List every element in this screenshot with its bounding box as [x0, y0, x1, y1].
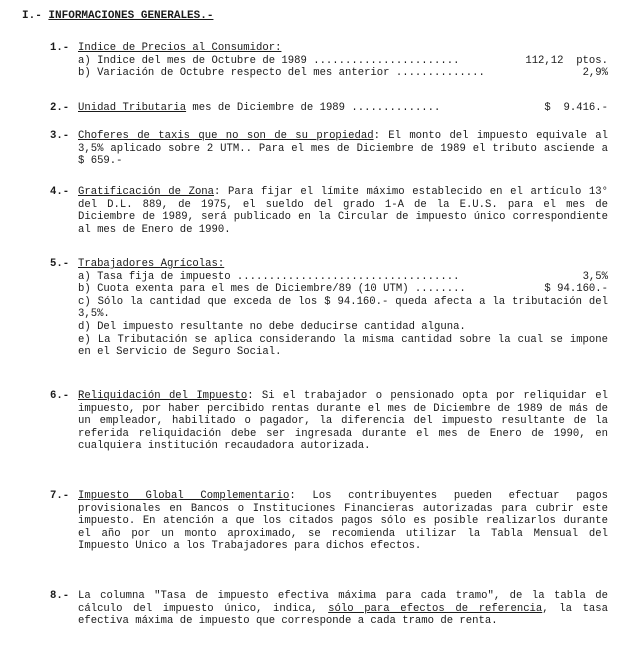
section-6-number: 6.-: [50, 390, 70, 402]
section-3-number: 3.-: [50, 130, 70, 142]
section-2-title: Unidad Tributaria: [78, 102, 187, 114]
section-3-text: : El monto del impuesto equivale al 3,5% aplicado sobre 2 UTM.. Para el mes de Diciembre de 1989 el tributo asciende a $ 659.-: [78, 130, 608, 168]
item-b-value: 2,9%: [582, 67, 608, 80]
section-5-number: 5.-: [50, 258, 70, 270]
section-5: [50, 258, 610, 359]
section-8-emphasis: sólo para efectos de referencia: [328, 602, 543, 615]
section-1-number: 1.-: [50, 42, 70, 54]
section-7: [50, 490, 610, 553]
section-5-item-b: [78, 283, 608, 296]
section-1-title: Indice de Precios al Consumidor:: [78, 42, 282, 54]
section-3-title: Choferes de taxis que no son de su propiedad: [78, 130, 374, 142]
section-4-title: Gratificación de Zona: [78, 186, 215, 198]
section-5-title: Trabajadores Agrícolas:: [78, 258, 225, 270]
item-b-value: $ 94.160.-: [544, 283, 608, 296]
item-a-text: a) Indice del mes de Octubre de 1989 .......................: [78, 54, 460, 67]
section-8-text-2: , la tasa efectiva máxima de impuesto que corresponde a cada tramo de renta.: [78, 602, 608, 628]
section-4-text: : Para fijar el límite máximo establecido en el artículo 13° del D.L. 889, de 1975, el sueldo del grado 1-A de la E.U.S. para el mes de Diciembre de 1989, será publicado en la Circular de impuesto único correspondiente al mes de Enero de 1990.: [78, 186, 608, 236]
section-5-item-e: e) La Tributación se aplica considerando la misma cantidad sobre la cual se impone en el Servicio de Seguro Social.: [78, 333, 608, 359]
item-a-value: 112,12 ptos.: [525, 54, 608, 67]
item-a-value: 3,5%: [582, 270, 608, 283]
section-5-item-d: d) Del impuesto resultante no debe deducirse cantidad alguna.: [78, 320, 466, 333]
section-7-number: 7.-: [50, 490, 70, 502]
section-6: [50, 390, 610, 453]
section-2-value: $ 9.416.-: [544, 102, 608, 114]
section-4: [50, 186, 610, 236]
section-5-item-c: c) Sólo la cantidad que exceda de los $ 94.160.- queda afecta a la tributación del 3,5%.: [78, 295, 608, 321]
section-6-text: : Si el trabajador o pensionado opta por reliquidar el impuesto, por haber percibido rentas durante el mes de Diciembre de 1989 de más de un empleador, habilitado o pagador, la diferencia del impuesto resultante de la referida reliquidación debe ser ingresada durante el mes de Enero de 1990, en cualquiera institución recaudadora autorizada.: [78, 390, 608, 453]
item-b-text: b) Variación de Octubre respecto del mes anterior ..............: [78, 67, 485, 80]
section-5-item-a: [78, 271, 608, 284]
section-8-number: 8.-: [50, 590, 70, 602]
section-1: [50, 42, 610, 80]
section-header: [22, 10, 213, 23]
section-2-number: 2.-: [50, 102, 70, 114]
section-4-number: 4.-: [50, 186, 70, 198]
section-2-text: mes de Diciembre de 1989 ..............: [186, 102, 441, 114]
section-6-title: Reliquidación del Impuesto: [78, 390, 248, 402]
section-1-item-b: [78, 67, 608, 80]
header-title: INFORMACIONES GENERALES.-: [48, 10, 214, 22]
item-a-text: a) Tasa fija de impuesto ...................................: [78, 270, 460, 283]
section-7-text: : Los contribuyentes pueden efectuar pagos provisionales en Bancos o Instituciones Financieras autorizadas para cubrir este impuesto. En atención a que los citados pagos sólo es posible realizarlos durante el año por un monto aproximado, se recomienda utilizar la Tabla Mensual del Impuesto Unico a los Trabajadores para dichos efectos.: [78, 490, 608, 553]
item-b-text: b) Cuota exenta para el mes de Diciembre/89 (10 UTM) ........: [78, 283, 466, 296]
section-7-title: Impuesto Global Complementario: [78, 490, 290, 502]
section-1-item-a: [78, 55, 608, 68]
section-8: [50, 590, 610, 628]
section-2: [50, 102, 610, 115]
section-3: [50, 130, 610, 168]
header-number: I.-: [22, 10, 42, 22]
section-8-text-1: La columna "Tasa de impuesto efectiva máxima para cada tramo", de la tabla de cálculo del impuesto único, indica,: [78, 590, 608, 615]
